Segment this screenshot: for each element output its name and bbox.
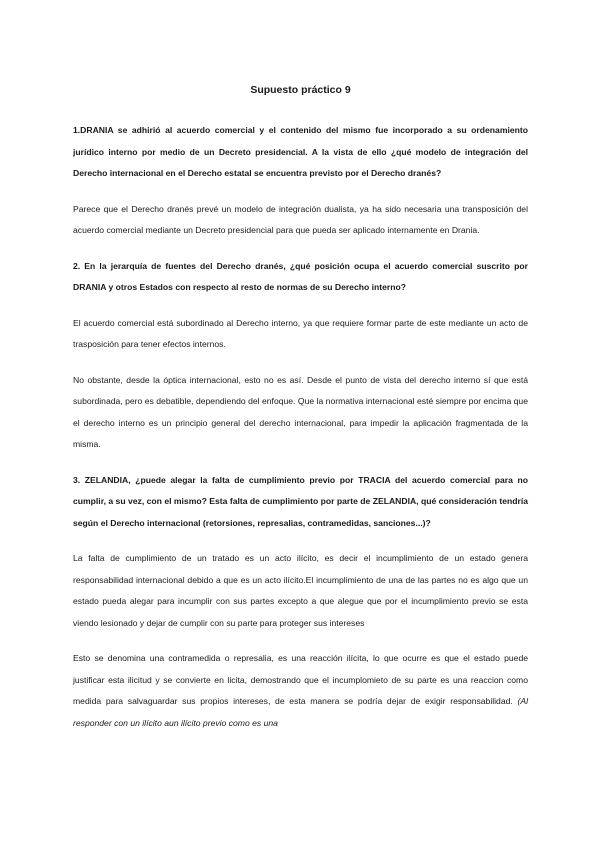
question-2: 2. En la jerarquía de fuentes del Derecho dranés, ¿qué posición ocupa el acuerdo comercial suscrito por DRANIA y otros Estados con respecto al resto de normas de su Derecho interno? bbox=[73, 260, 528, 292]
page-title: Supuesto práctico 9 bbox=[250, 84, 351, 96]
answer-2a: El acuerdo comercial está subordinado al Derecho interno, ya que requiere formar parte de este mediante un acto de trasposición para tener efectos internos. bbox=[73, 317, 528, 349]
answer-1: Parece que el Derecho dranés prevé un modelo de integración dualista, ya ha sido necesaria una transposición del acuerdo comercial mediante un Decreto presidencial para que pueda ser aplicado internamente en Drania. bbox=[73, 203, 528, 235]
answer-2b: No obstante, desde la óptica internacional, esto no es así. Desde el punto de vista del derecho interno sí que está subordinada, pero es debatible, dependiendo del enfoque. Que la normativa internacional esté siempre por encima que el derecho interno es un principio general del derecho internacional, para impedir la aplicación fragmentada de la misma. bbox=[73, 374, 528, 449]
answer-3b-text: Esto se denomina una contramedida o represalia, es una reacción ilícita, lo que ocurre es que el estado puede justificar esta ilicitud y se convierte en licita, demostrando que el incumplomieto de su parte es una reaccion como medida para salvaguardar sus propios intereses, de esta manera se podría dejar de exigir responsabilidad. bbox=[73, 653, 528, 706]
question-1: 1.DRANIA se adhirió al acuerdo comercial y el contenido del mismo fue incorporado a su ordenamiento jurídico interno por medio de un Decreto presidencial. A la vista de ello ¿qué modelo de integración del Derecho internacional en el Derecho estatal se encuentra previsto por el Derecho dranés? bbox=[73, 125, 528, 178]
answer-3a: La falta de cumplimiento de un tratado es un acto ilícito, es decir el incumplimiento de un estado genera responsabilidad internacional debido a que es un acto ilícito.El incumplimiento de una de las partes no es algo que un estado pueda alegar para incumplir con sus partes excepto a que alegue que por el incumplimiento previo se esta viendo lesionado y dejar de cumplir con su parte para proteger sus intereses bbox=[73, 553, 528, 628]
answer-3b-italic: (Al responder con un ilícito aun ilícito previo como es una bbox=[73, 696, 528, 728]
question-3: 3. ZELANDIA, ¿puede alegar la falta de cumplimiento previo por TRACIA del acuerdo comercial para no cumplir, a su vez, con el mismo? Esta falta de cumplimiento por parte de ZELANDIA, qué consideración tendría según el Derecho internacional (retorsiones, represalias, contramedidas, sanciones...)? bbox=[73, 474, 528, 528]
document-body bbox=[73, 84, 528, 748]
answer-3b bbox=[73, 648, 528, 734]
